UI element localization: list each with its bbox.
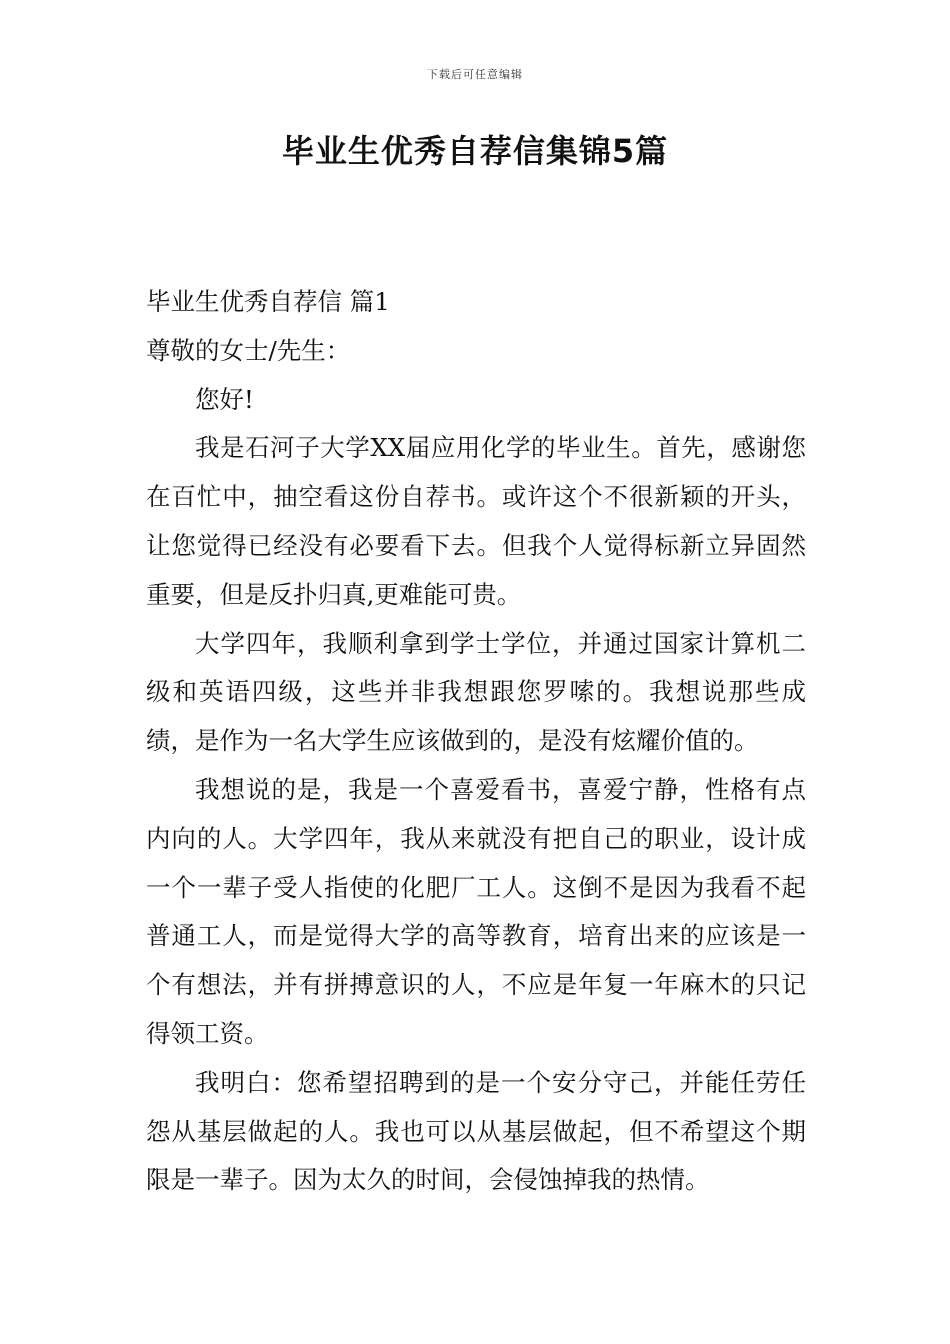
- body-paragraph-1: 我是石河子大学XX届应用化学的毕业生。首先，感谢您在百忙中，抽空看这份自荐书。或许这个不很新颖的开头，让您觉得已经没有必要看下去。但我个人觉得标新立异固然重要，但是反扑归真,更难能可贵。: [146, 433, 806, 609]
- greeting: 您好!: [195, 384, 254, 414]
- body-paragraph-2: 大学四年，我顺利拿到学士学位，并通过国家计算机二级和英语四级，这些并非我想跟您罗嗦的。我想说那些成绩，是作为一名大学生应该做到的，是没有炫耀价值的。: [146, 628, 806, 756]
- section-heading: 毕业生优秀自荐信 篇1: [146, 287, 390, 316]
- document-title: 毕业生优秀自荐信集锦5篇: [281, 132, 669, 170]
- header-note: 下载后可任意编辑: [427, 68, 523, 81]
- body-paragraph-4: 我明白：您希望招聘到的是一个安分守己，并能任劳任怨从基层做起的人。我也可以从基层做起，但不希望这个期限是一辈子。因为太久的时间，会侵蚀掉我的热情。: [146, 1067, 806, 1195]
- document-body: [146, 278, 806, 1205]
- body-paragraph-3: 我想说的是，我是一个喜爱看书，喜爱宁静，性格有点内向的人。大学四年，我从来就没有把自己的职业，设计成一个一辈子受人指使的化肥厂工人。这倒不是因为我看不起普通工人，而是觉得大学的高等教育，培育出来的应该是一个有想法，并有拼搏意识的人，不应是年复一年麻木的只记得领工资。: [146, 774, 806, 1048]
- salutation: 尊敬的女士/先生：: [146, 335, 351, 365]
